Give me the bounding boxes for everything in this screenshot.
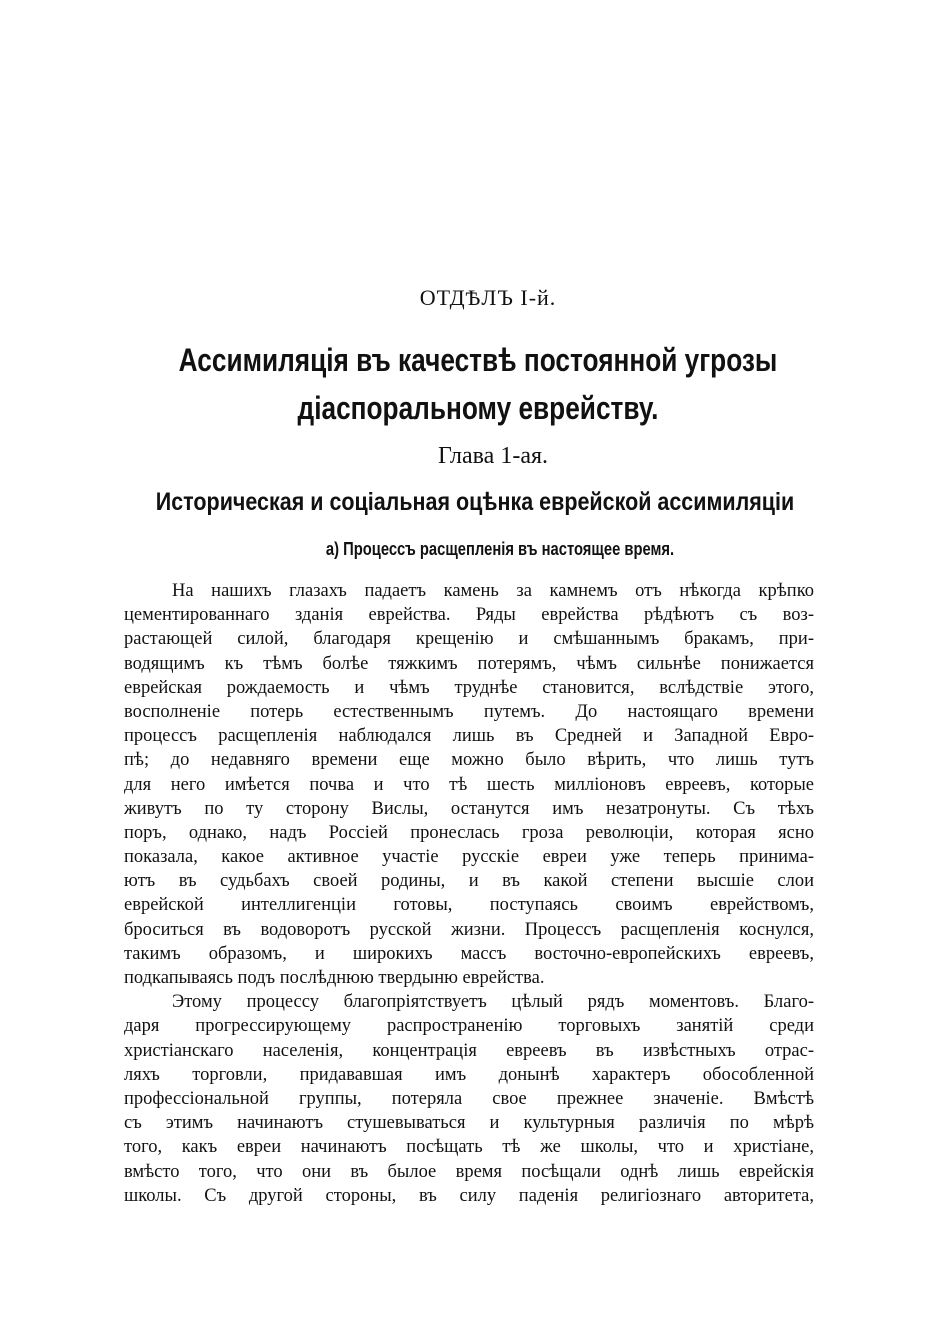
text-line: На нашихъ глазахъ падаетъ камень за камнемъ отъ нѣкогда крѣпко — [172, 581, 814, 601]
text-line: броситься въ водоворотъ русской жизни. Процессъ расщепленія коснулся, — [124, 919, 814, 940]
chapter-subtitle: Историческая и соціальная оцѣнка еврейской ассимиляціи — [155, 488, 795, 516]
text-line: христіанскаго населенія, концентрація евреевъ въ извѣстныхъ отрас- — [124, 1040, 814, 1061]
text-line: ютъ въ судьбахъ своей родины, и въ какой степени высшіе слои — [124, 871, 814, 892]
text-line: показала, какое активное участіе русскіе евреи уже теперь принима- — [124, 847, 814, 868]
text-line: еврейская рождаемость и чѣмъ труднѣе становится, вслѣдствіе этого, — [124, 677, 814, 698]
text-line: съ этимъ начинаютъ стушевываться и культурныя различія по мѣрѣ — [124, 1113, 814, 1134]
section-label: ОТДѢЛЪ I-й. — [419, 285, 557, 310]
text-line: ляхъ торговли, придававшая имъ донынѣ характеръ обособленной — [124, 1064, 814, 1085]
main-title-line-1: Ассимиляція въ качествѣ постоянной угрозы — [178, 342, 778, 378]
text-line: подкапываясь подъ послѣднюю твердыню еврейства. — [124, 968, 545, 988]
text-line: профессіональной группы, потеряла свое прежнее значеніе. Вмѣстѣ — [124, 1088, 814, 1109]
main-title-line-2: діаспоральному еврейству. — [297, 390, 659, 426]
body-text — [124, 579, 814, 1208]
text-line: вмѣсто того, что они въ былое время посѣщали однѣ лишь еврейскія — [124, 1161, 814, 1182]
text-line: пѣ; до недавняго времени еще можно было вѣрить, что лишь тутъ — [124, 750, 814, 771]
text-line: восполненіе потерь естественнымъ путемъ. До настоящаго времени — [124, 701, 814, 722]
text-line: Этому процессу благопріятствуетъ цѣлый рядъ моментовъ. Благо- — [172, 992, 814, 1013]
chapter-heading: Глава 1-ая. — [437, 443, 549, 469]
text-line: для него имѣется почва и что тѣ шесть милліоновъ евреевъ, которые — [124, 774, 814, 795]
text-line: живутъ по ту сторону Вислы, останутся имъ незатронуты. Съ тѣхъ — [124, 798, 814, 819]
text-line: поръ, однако, надъ Россіей пронеслась гроза революціи, которая ясно — [124, 822, 814, 843]
text-line: процессъ расщепленія наблюдался лишь въ Средней и Западной Евро- — [124, 726, 814, 747]
subsection-heading: а) Процессъ расщепленія въ настоящее время. — [325, 539, 675, 559]
text-line: растающей силой, благодаря крещенію и смѣшаннымъ бракамъ, при- — [124, 629, 814, 650]
text-line: того, какъ евреи начинаютъ посѣщать тѣ же школы, что и христіане, — [124, 1137, 814, 1158]
text-line: цементированнаго зданія еврейства. Ряды еврейства рѣдѣютъ съ воз- — [124, 605, 814, 626]
text-line: еврейской интеллигенціи готовы, поступаясь своимъ еврействомъ, — [124, 895, 814, 916]
text-line: школы. Съ другой стороны, въ силу паденія религіознаго авторитета, — [124, 1185, 814, 1206]
main-title — [168, 336, 788, 432]
text-line: даря прогрессирующему распространенію торговыхъ занятій среди — [124, 1016, 814, 1037]
text-line: такимъ образомъ, и широкихъ массъ восточно-европейскихъ евреевъ, — [124, 943, 814, 964]
text-line: водящимъ къ тѣмъ болѣе тяжкимъ потерямъ, чѣмъ сильнѣе понижается — [124, 653, 814, 674]
